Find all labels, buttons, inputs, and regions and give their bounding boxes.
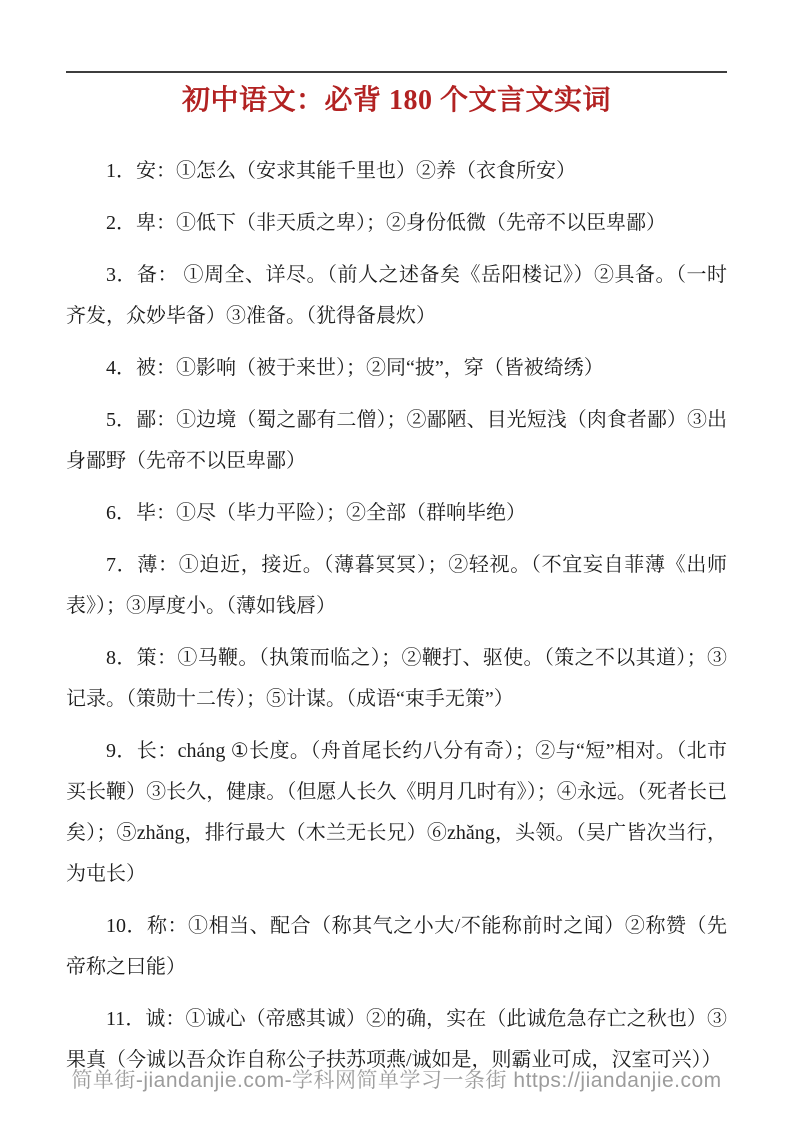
page-title: 初中语文：必背 180 个文言文实词 xyxy=(181,85,611,116)
entry-paragraph: 1．安：①怎么（安求其能千里也）②养（衣食所安） xyxy=(106,160,576,182)
entry-paragraph: 4．被：①影响（被于来世）；②同“披”，穿（皆被绮绣） xyxy=(106,357,604,379)
footer-watermark: 简单街-jiandanjie.com-学科网简单学习一条街 https://jiandanjie.com xyxy=(71,1069,722,1092)
entry-paragraph: 3．备： ①周全、详尽。（前人之述备矣《岳阳楼记》）②具备。（一时齐发，众妙毕备）③准备。（犹得备晨炊） xyxy=(66,264,727,327)
entry-paragraph: 2．卑：①低下（非天质之卑）；②身份低微（先帝不以臣卑鄙） xyxy=(106,212,666,234)
entry-paragraph: 5．鄙：①边境（蜀之鄙有二僧）；②鄙陋、目光短浅（肉食者鄙）③出身鄙野（先帝不以臣卑鄙） xyxy=(66,409,727,472)
entry-paragraph: 10．称：①相当、配合（称其气之小大/不能称前时之闻）②称赞（先帝称之曰能） xyxy=(66,915,727,978)
document-content xyxy=(66,73,727,1092)
entry-paragraph: 7．薄：①迫近，接近。（薄暮冥冥）；②轻视。（不宜妄自菲薄《出师表》）；③厚度小。（薄如钱唇） xyxy=(66,554,727,617)
entry-paragraph: 8．策：①马鞭。（执策而临之）；②鞭打、驱使。（策之不以其道）；③记录。（策勋十二传）；⑤计谋。（成语“束手无策”） xyxy=(66,647,727,710)
entry-paragraph: 11．诚：①诚心（帝感其诚）②的确，实在（此诚危急存亡之秋也）③果真（今诚以吾众诈自称公子扶苏项燕/诚如是，则霸业可成，汉室可兴）） xyxy=(66,1008,727,1071)
entry-paragraph: 6．毕：①尽（毕力平险）；②全部（群响毕绝） xyxy=(106,502,526,524)
entry-list xyxy=(66,151,727,1081)
entry-paragraph: 9．长：cháng ①长度。（舟首尾长约八分有奇）；②与“短”相对。（北市买长鞭）③长久，健康。（但愿人长久《明月几时有》）；④永远。（死者长已矣）；⑤zhǎng，排行最大（木兰无长兄）⑥zhǎng，头领。（吴广皆次当行，为屯长） xyxy=(66,740,727,885)
